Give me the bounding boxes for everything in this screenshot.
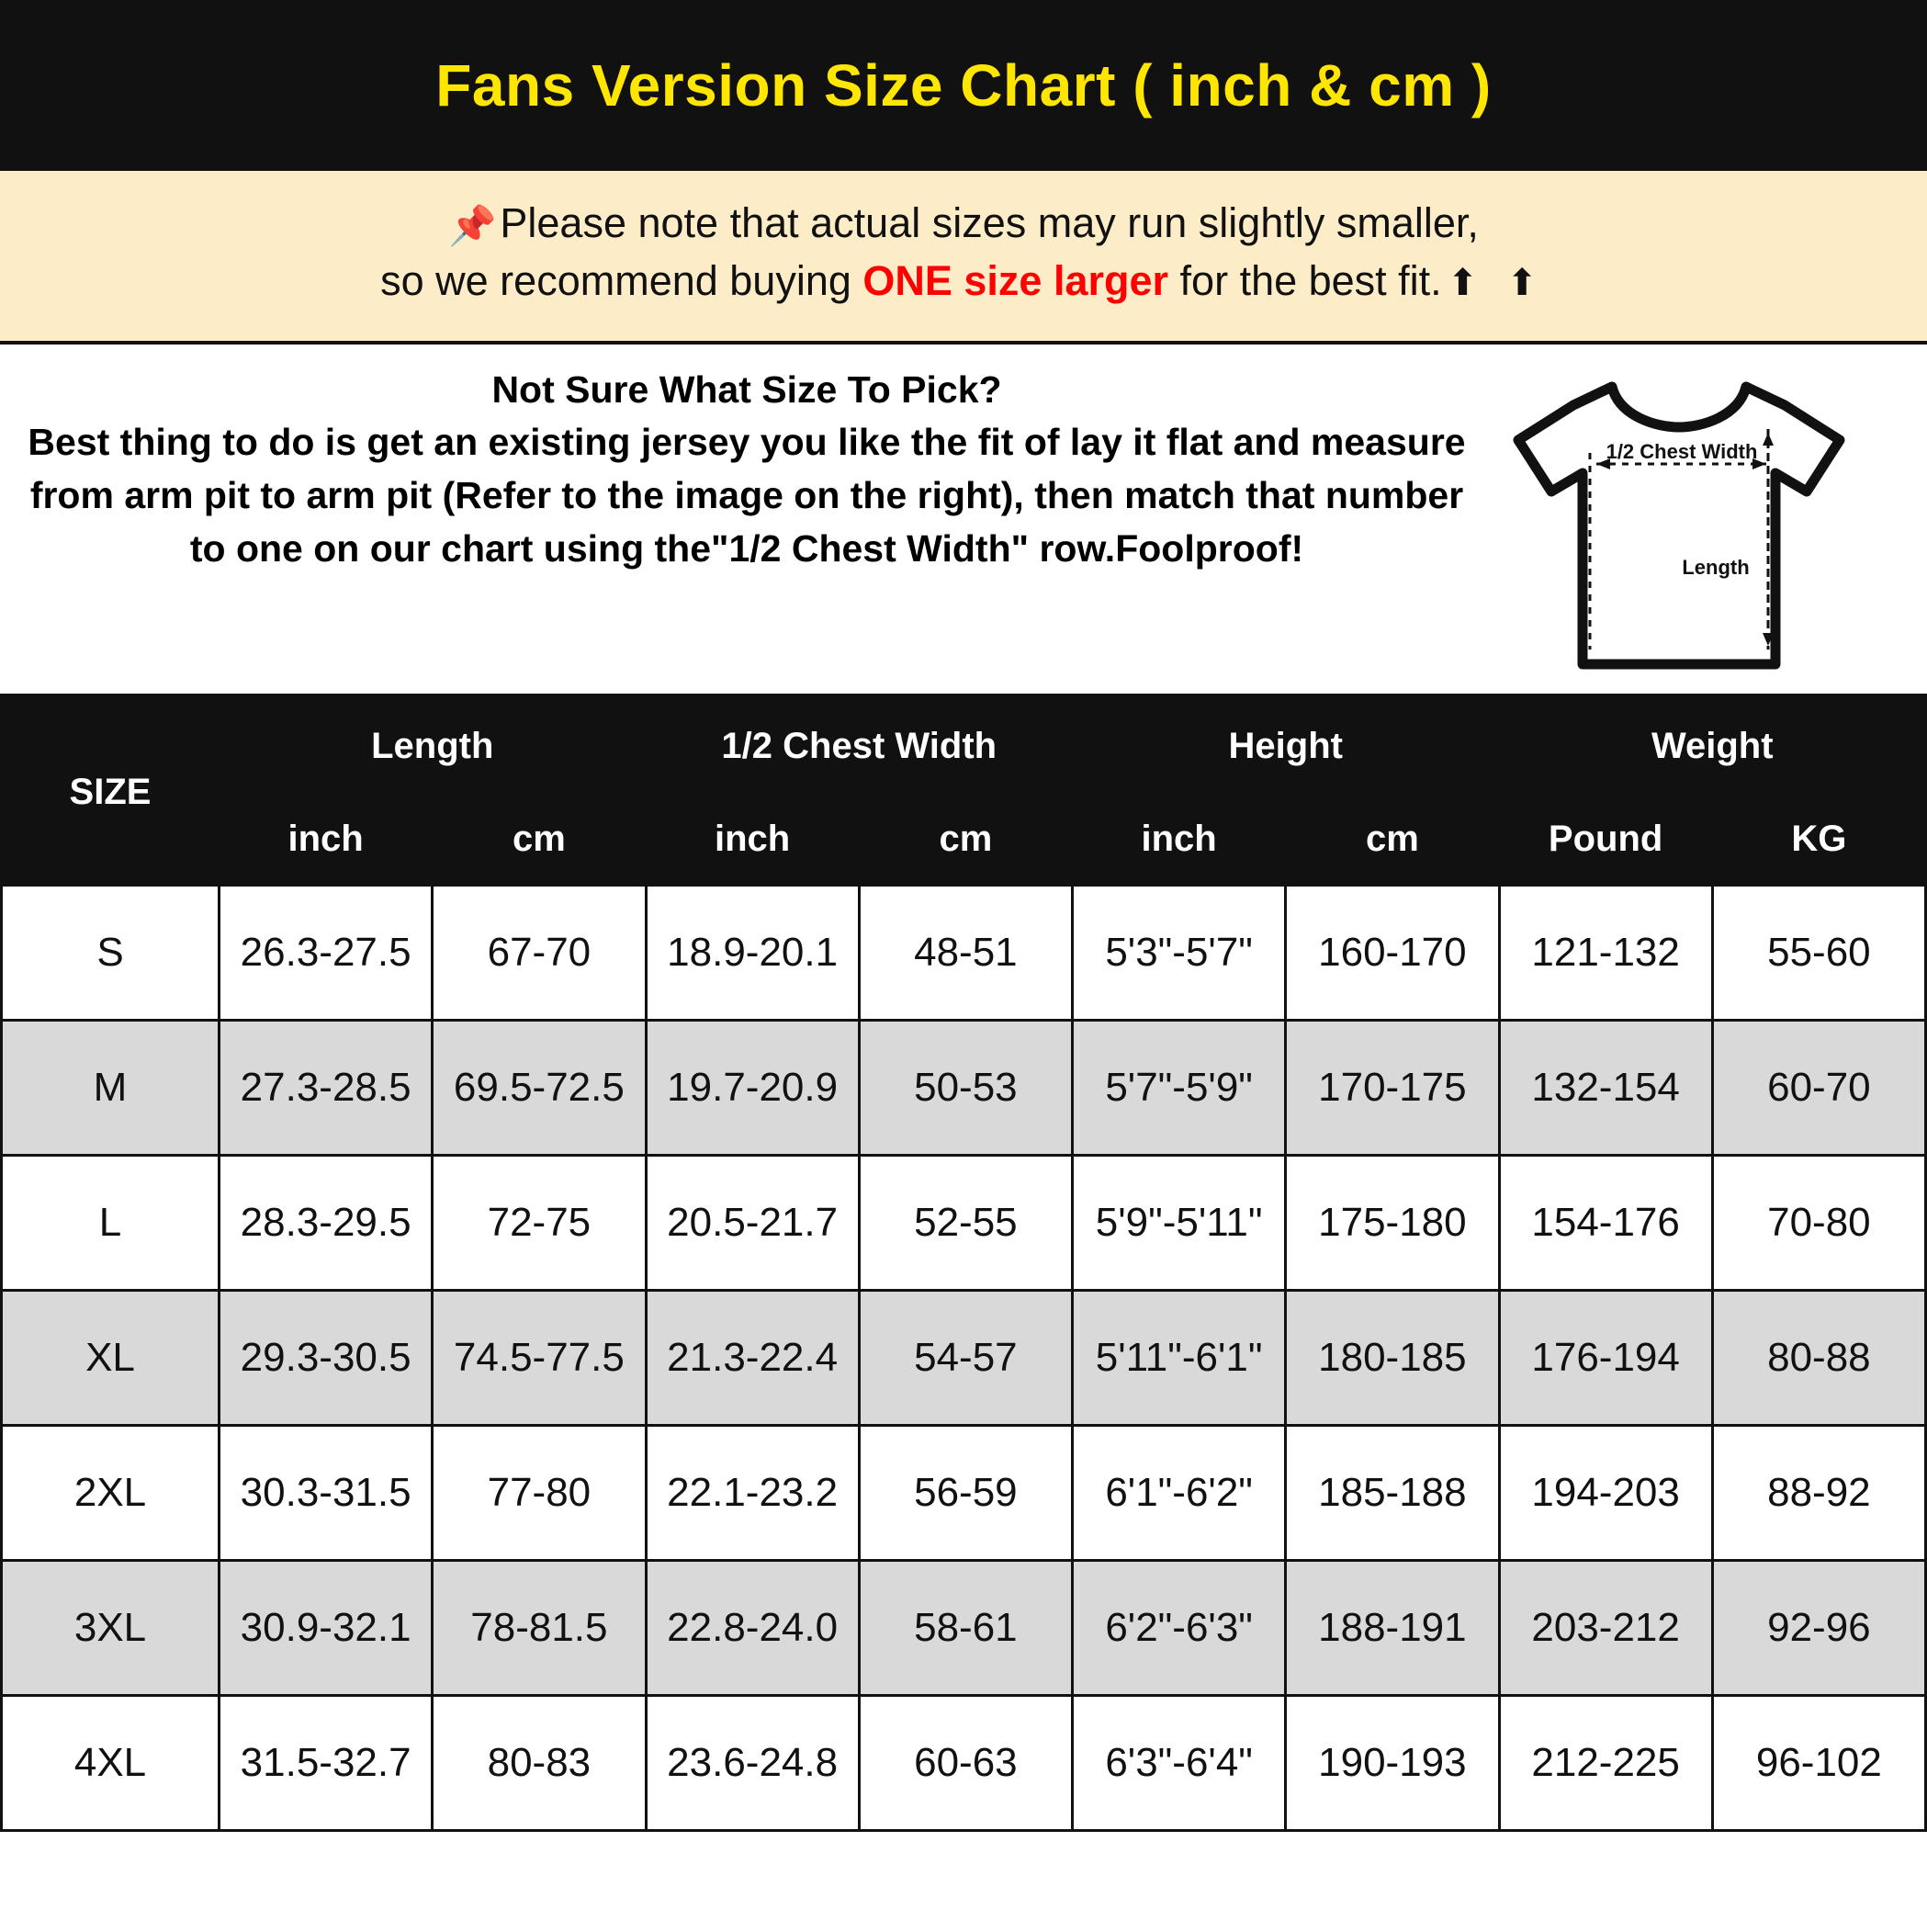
header-unit-chest-cm: cm: [859, 793, 1072, 886]
table-row: [2, 1561, 1926, 1696]
tshirt-diagram-container: [1495, 368, 1927, 677]
header-unit-weight-pound: Pound: [1499, 793, 1712, 886]
cell-value: 60-63: [859, 1696, 1072, 1831]
cell-value: 5'7"-5'9": [1073, 1021, 1286, 1156]
cell-value: 56-59: [859, 1426, 1072, 1561]
cell-value: 203-212: [1499, 1561, 1712, 1696]
cell-value: 78-81.5: [433, 1561, 646, 1696]
cell-value: 74.5-77.5: [433, 1291, 646, 1426]
cell-value: 194-203: [1499, 1426, 1712, 1561]
note-line-2-prefix: so we recommend buying: [380, 256, 863, 304]
header-group-weight: Weight: [1499, 700, 1926, 793]
cell-value: 30.3-31.5: [220, 1426, 433, 1561]
cell-value: 18.9-20.1: [646, 886, 859, 1021]
cell-value: 160-170: [1286, 886, 1499, 1021]
cell-value: 54-57: [859, 1291, 1072, 1426]
cell-value: 52-55: [859, 1156, 1072, 1291]
header-unit-length-inch: inch: [220, 793, 433, 886]
cell-value: 23.6-24.8: [646, 1696, 859, 1831]
cell-value: 6'1"-6'2": [1073, 1426, 1286, 1561]
cell-value: 22.1-23.2: [646, 1426, 859, 1561]
cell-value: 188-191: [1286, 1561, 1499, 1696]
size-table-head: [2, 700, 1926, 886]
cell-value: 5'9"-5'11": [1073, 1156, 1286, 1291]
cell-value: 212-225: [1499, 1696, 1712, 1831]
cell-value: 27.3-28.5: [220, 1021, 433, 1156]
cell-value: 80-88: [1712, 1291, 1925, 1426]
header-size: SIZE: [2, 700, 220, 886]
cell-value: 5'3"-5'7": [1073, 886, 1286, 1021]
cell-value: 92-96: [1712, 1561, 1925, 1696]
cell-value: 70-80: [1712, 1156, 1925, 1291]
up-arrows-icon: ⬆ ⬆: [1447, 262, 1547, 303]
chest-width-label: 1/2 Chest Width: [1606, 440, 1758, 464]
cell-value: 6'3"-6'4": [1073, 1696, 1286, 1831]
header-unit-chest-inch: inch: [646, 793, 859, 886]
cell-value: 30.9-32.1: [220, 1561, 433, 1696]
table-row: [2, 1696, 1926, 1831]
chart-header: [0, 0, 1927, 171]
header-group-length: Length: [220, 700, 647, 793]
cell-value: 28.3-29.5: [220, 1156, 433, 1291]
page-title: Fans Version Size Chart ( inch & cm ): [435, 52, 1492, 119]
note-emphasis: ONE size larger: [862, 256, 1169, 304]
length-label: Length: [1682, 556, 1750, 580]
cell-value: 58-61: [859, 1561, 1072, 1696]
cell-value: 170-175: [1286, 1021, 1499, 1156]
cell-size: S: [2, 886, 220, 1021]
cell-value: 185-188: [1286, 1426, 1499, 1561]
cell-value: 175-180: [1286, 1156, 1499, 1291]
tshirt-diagram: [1509, 374, 1849, 677]
cell-value: 26.3-27.5: [220, 886, 433, 1021]
cell-value: 29.3-30.5: [220, 1291, 433, 1426]
cell-size: 4XL: [2, 1696, 220, 1831]
cell-size: L: [2, 1156, 220, 1291]
advice-text-block: [0, 368, 1495, 576]
cell-size: 2XL: [2, 1426, 220, 1561]
cell-value: 60-70: [1712, 1021, 1925, 1156]
group-header-row: [2, 700, 1926, 793]
cell-value: 176-194: [1499, 1291, 1712, 1426]
cell-value: 55-60: [1712, 886, 1925, 1021]
table-row: [2, 886, 1926, 1021]
note-line-1-text: Please note that actual sizes may run slightly smaller,: [500, 199, 1479, 246]
header-group-chest: 1/2 Chest Width: [646, 700, 1073, 793]
cell-value: 154-176: [1499, 1156, 1712, 1291]
cell-value: 88-92: [1712, 1426, 1925, 1561]
cell-value: 69.5-72.5: [433, 1021, 646, 1156]
table-row: [2, 1021, 1926, 1156]
cell-value: 19.7-20.9: [646, 1021, 859, 1156]
note-line-2-suffix: for the best fit.: [1168, 256, 1442, 304]
size-table-body: [2, 886, 1926, 1831]
cell-value: 72-75: [433, 1156, 646, 1291]
advice-title: Not Sure What Size To Pick?: [491, 368, 1002, 412]
note-banner: [0, 171, 1927, 345]
cell-value: 80-83: [433, 1696, 646, 1831]
header-unit-length-cm: cm: [433, 793, 646, 886]
cell-value: 180-185: [1286, 1291, 1499, 1426]
cell-value: 21.3-22.4: [646, 1291, 859, 1426]
cell-value: 6'2"-6'3": [1073, 1561, 1286, 1696]
table-row: [2, 1426, 1926, 1561]
cell-value: 31.5-32.7: [220, 1696, 433, 1831]
cell-size: 3XL: [2, 1561, 220, 1696]
cell-value: 77-80: [433, 1426, 646, 1561]
note-line-2: [37, 253, 1890, 310]
cell-value: 190-193: [1286, 1696, 1499, 1831]
cell-size: M: [2, 1021, 220, 1156]
note-line-1: [37, 195, 1890, 253]
size-table: [0, 698, 1927, 1832]
cell-value: 96-102: [1712, 1696, 1925, 1831]
header-unit-height-cm: cm: [1286, 793, 1499, 886]
header-unit-weight-kg: KG: [1712, 793, 1925, 886]
cell-value: 22.8-24.0: [646, 1561, 859, 1696]
header-group-height: Height: [1073, 700, 1500, 793]
cell-value: 67-70: [433, 886, 646, 1021]
cell-size: XL: [2, 1291, 220, 1426]
unit-header-row: [2, 793, 1926, 886]
cell-value: 48-51: [859, 886, 1072, 1021]
cell-value: 132-154: [1499, 1021, 1712, 1156]
header-unit-height-inch: inch: [1073, 793, 1286, 886]
table-row: [2, 1291, 1926, 1426]
cell-value: 5'11"-6'1": [1073, 1291, 1286, 1426]
cell-value: 20.5-21.7: [646, 1156, 859, 1291]
advice-section: [0, 345, 1927, 698]
pushpin-icon: 📌: [448, 204, 497, 247]
cell-value: 121-132: [1499, 886, 1712, 1021]
table-row: [2, 1156, 1926, 1291]
advice-body: Best thing to do is get an existing jersey you like the fit of lay it flat and measure from arm pit to arm pit (Refer to the image on the right), then match that number to one on our chart using the"1/2 Chest Width" row.Foolproof!: [28, 421, 1466, 571]
cell-value: 50-53: [859, 1021, 1072, 1156]
